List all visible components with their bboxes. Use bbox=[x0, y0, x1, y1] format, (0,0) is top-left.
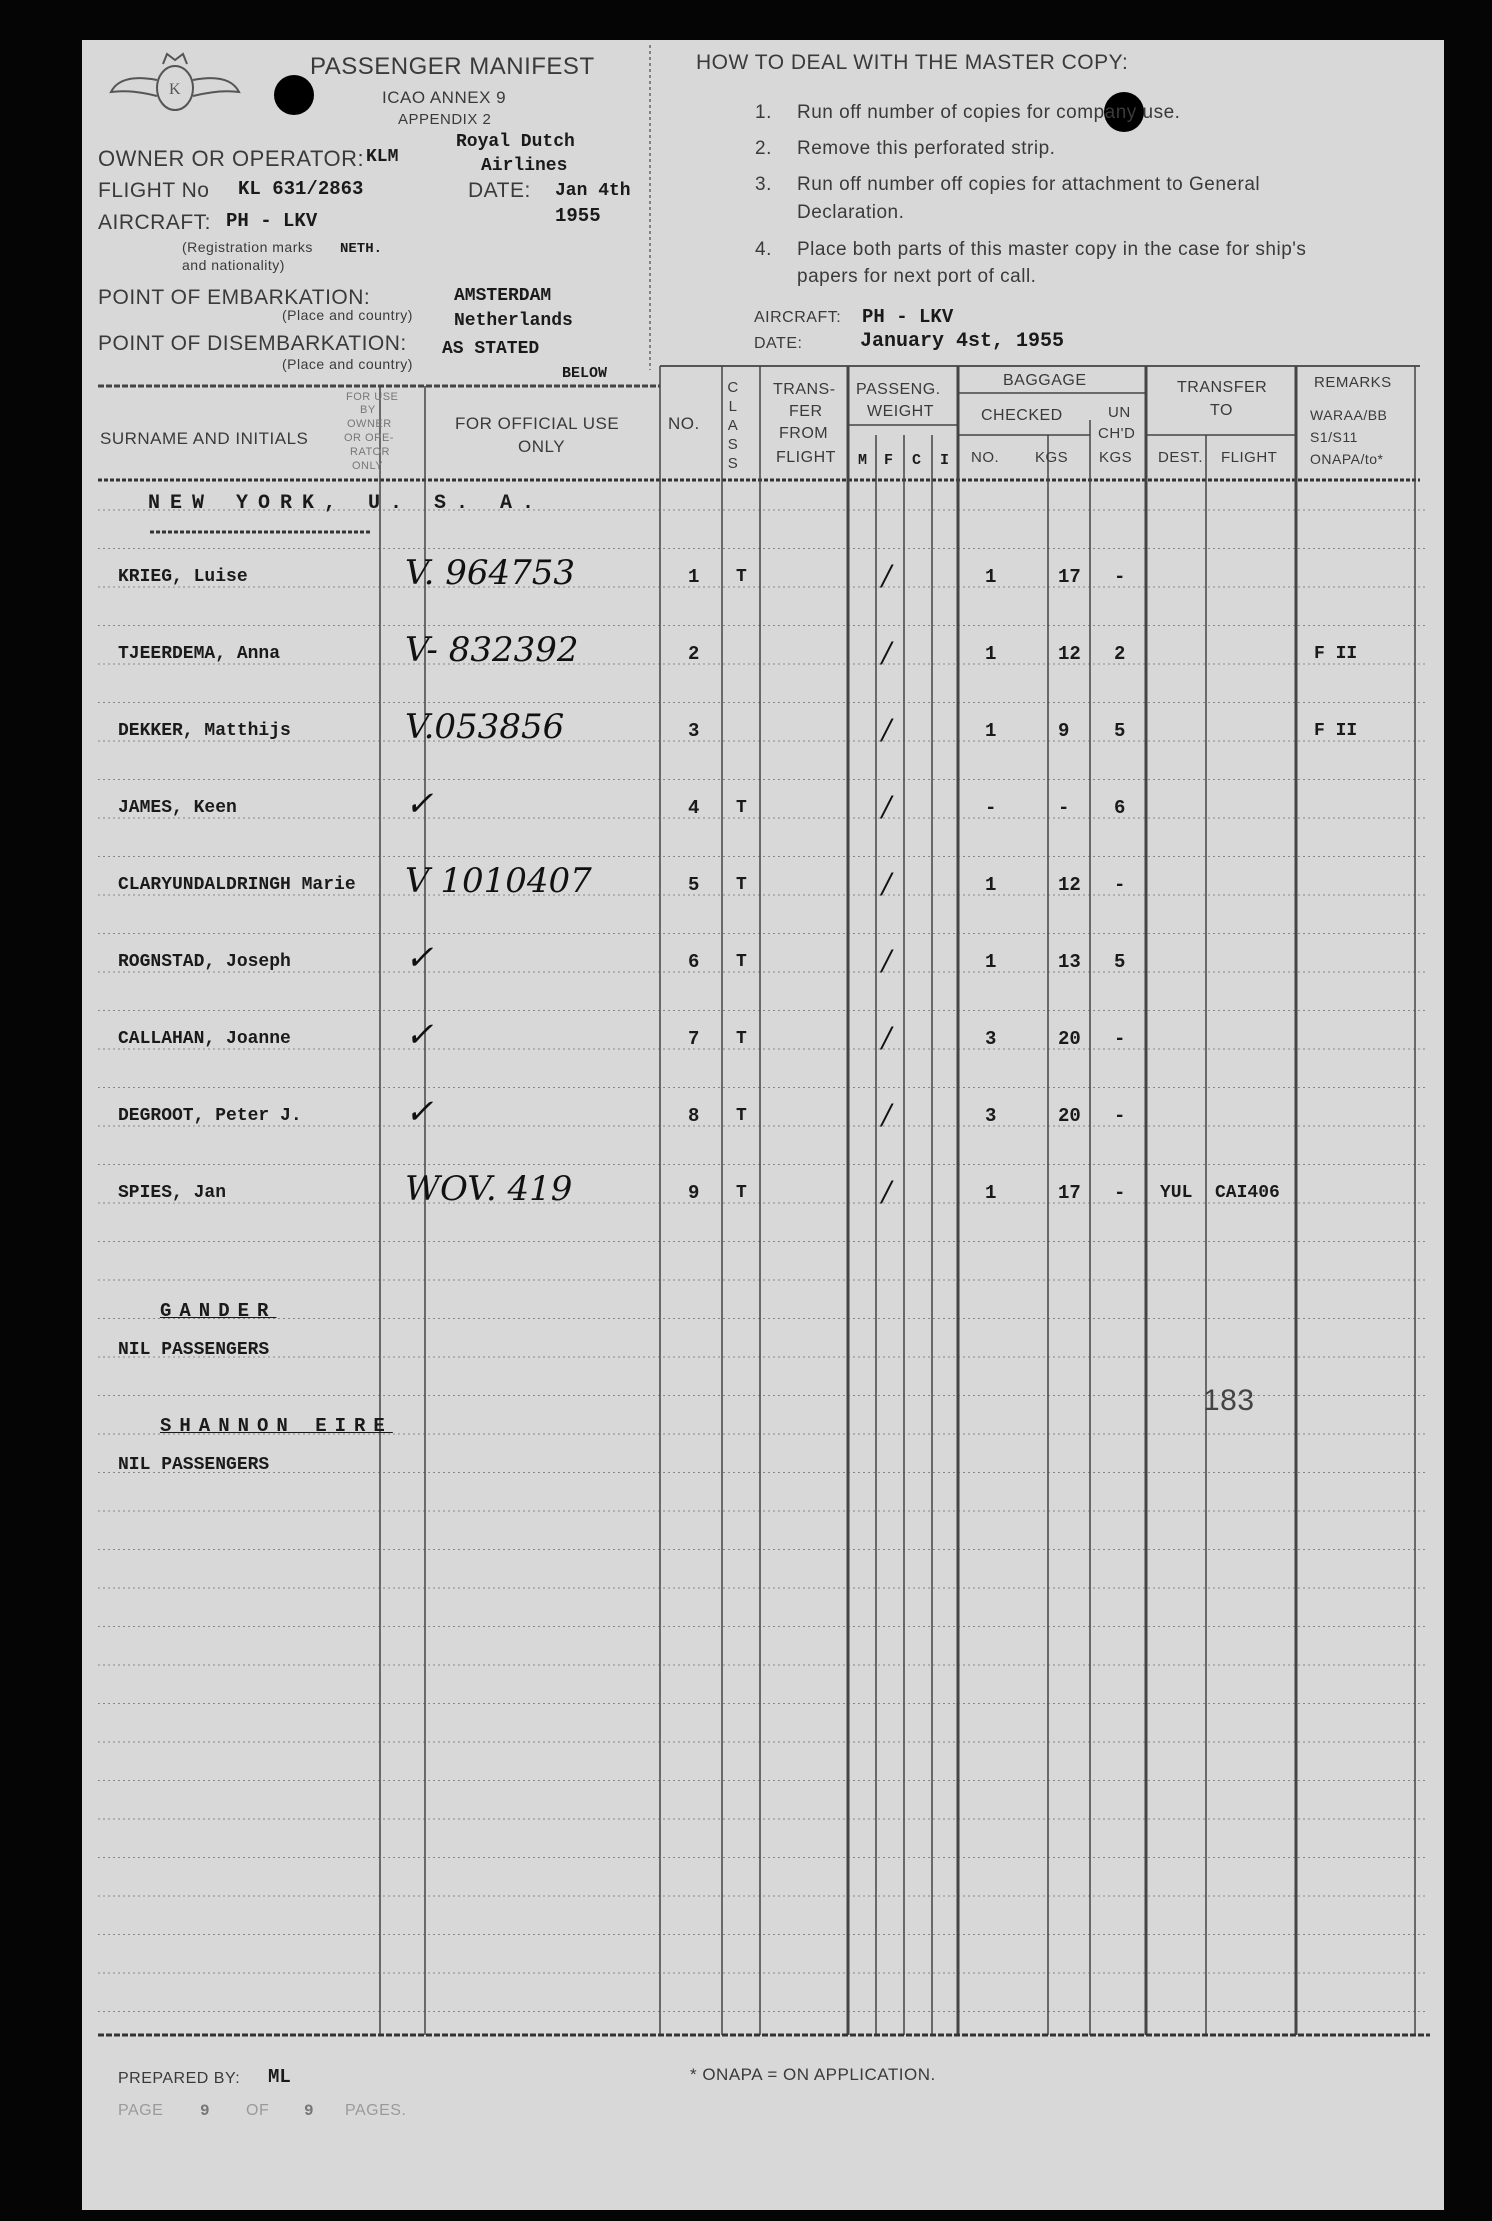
of-value: 9 bbox=[304, 2102, 314, 2120]
instruction-4-text: Place both parts of this master copy in the case for ship's bbox=[797, 239, 1307, 260]
owner-label: OWNER OR OPERATOR: bbox=[98, 146, 365, 171]
col-unchecked-kgs: KGS bbox=[1099, 449, 1133, 466]
section-gander: GANDER bbox=[160, 1300, 277, 1322]
passenger-number: 2 bbox=[688, 643, 700, 665]
col-checked-kgs: KGS bbox=[1035, 449, 1069, 466]
col-remarks-3: S1/S11 bbox=[1310, 429, 1358, 445]
passenger-name: TJEERDEMA, Anna bbox=[118, 644, 281, 664]
instr-aircraft-value: PH - LKV bbox=[862, 306, 954, 328]
weight-tally-mark: / bbox=[882, 1021, 892, 1054]
prepared-by-label: PREPARED BY: bbox=[118, 2070, 241, 2087]
passenger-class: T bbox=[736, 798, 747, 818]
section-new-york: NEW YORK, U. S. A. bbox=[148, 492, 545, 515]
aircraft-label: AIRCRAFT: bbox=[98, 211, 212, 234]
baggage-kgs: 12 bbox=[1058, 643, 1081, 665]
instruction-4-cont: papers for next port of call. bbox=[797, 266, 1037, 287]
col-weight-2: WEIGHT bbox=[867, 403, 934, 420]
passenger-class: T bbox=[736, 1183, 747, 1203]
official-handwritten-note: V- 832392 bbox=[405, 630, 579, 670]
transfer-dest: YUL bbox=[1160, 1183, 1193, 1203]
passenger-number: 8 bbox=[688, 1105, 700, 1127]
transfer-flight: CAI406 bbox=[1215, 1183, 1280, 1203]
col-official-2: ONLY bbox=[518, 437, 566, 456]
baggage-count: - bbox=[985, 797, 997, 819]
passenger-name: ROGNSTAD, Joseph bbox=[118, 952, 291, 972]
embarkation-value-2: Netherlands bbox=[454, 311, 573, 331]
official-handwritten-note: V.053856 bbox=[405, 707, 565, 747]
owner-name-1: Royal Dutch bbox=[456, 132, 575, 152]
passenger-name: DEKKER, Matthijs bbox=[118, 721, 291, 741]
passenger-number: 7 bbox=[688, 1028, 700, 1050]
page-label: PAGE bbox=[118, 2102, 164, 2119]
baggage-kgs: 20 bbox=[1058, 1028, 1081, 1050]
col-unchecked-2: CH'D bbox=[1098, 425, 1136, 442]
col-remarks: REMARKS bbox=[1314, 374, 1392, 391]
nationality: NETH. bbox=[340, 241, 383, 257]
col-for-use-5: RATOR bbox=[350, 446, 390, 458]
col-unchecked-1: UN bbox=[1108, 404, 1131, 421]
passenger-number: 1 bbox=[688, 566, 700, 588]
col-flight: FLIGHT bbox=[1221, 449, 1278, 466]
col-weight-f: F bbox=[884, 452, 894, 469]
official-handwritten-note: ✓ bbox=[405, 1092, 434, 1132]
registration-note-1: (Registration marks bbox=[182, 239, 313, 255]
passenger-class: T bbox=[736, 952, 747, 972]
official-handwritten-note: WOV. 419 bbox=[405, 1169, 573, 1209]
official-handwritten-note: ✓ bbox=[405, 1015, 434, 1055]
passenger-class: T bbox=[736, 1029, 747, 1049]
registration-note-2: and nationality) bbox=[182, 257, 285, 273]
col-for-use-3: OWNER bbox=[347, 418, 392, 430]
unchecked-kgs: 5 bbox=[1114, 720, 1126, 742]
instr-date-value: January 4st, 1955 bbox=[860, 330, 1065, 353]
unchecked-kgs: 2 bbox=[1114, 643, 1126, 665]
baggage-kgs: 9 bbox=[1058, 720, 1070, 742]
section-shannon: SHANNON EIRE bbox=[160, 1415, 393, 1437]
official-handwritten-note: V 1010407 bbox=[405, 861, 592, 901]
owner-code: KLM bbox=[366, 147, 399, 167]
unchecked-kgs: - bbox=[1114, 566, 1126, 588]
of-label: OF bbox=[246, 2102, 270, 2119]
col-checked: CHECKED bbox=[981, 407, 1063, 424]
instruction-3-num: 3. bbox=[755, 174, 772, 195]
pages-label: PAGES. bbox=[345, 2102, 407, 2119]
col-weight-m: M bbox=[858, 452, 868, 469]
unchecked-kgs: - bbox=[1114, 874, 1126, 896]
col-transfer-to-2: TO bbox=[1210, 402, 1233, 419]
col-checked-no: NO. bbox=[971, 449, 1000, 466]
instr-date-label: DATE: bbox=[754, 335, 803, 352]
instruction-3-text: Run off number off copies for attachment to General bbox=[797, 174, 1261, 195]
baggage-count: 1 bbox=[985, 720, 997, 742]
prepared-by-value: ML bbox=[268, 2066, 291, 2088]
weight-tally-mark: / bbox=[882, 713, 892, 746]
baggage-count: 3 bbox=[985, 1028, 997, 1050]
passenger-number: 6 bbox=[688, 951, 700, 973]
date-value: Jan 4th bbox=[555, 181, 631, 201]
col-dest: DEST. bbox=[1158, 449, 1204, 466]
col-surname: SURNAME AND INITIALS bbox=[100, 429, 309, 448]
shannon-note: NIL PASSENGERS bbox=[118, 1455, 270, 1475]
unchecked-kgs: - bbox=[1114, 1028, 1126, 1050]
col-for-use-4: OR OPE- bbox=[344, 432, 394, 444]
passenger-name: CLARYUNDALDRINGH Marie bbox=[118, 875, 356, 895]
flight-value: KL 631/2863 bbox=[238, 178, 364, 200]
baggage-count: 1 bbox=[985, 951, 997, 973]
gander-note: NIL PASSENGERS bbox=[118, 1340, 270, 1360]
passenger-name: SPIES, Jan bbox=[118, 1183, 227, 1203]
weight-tally-mark: / bbox=[882, 559, 892, 592]
weight-tally-mark: / bbox=[882, 790, 892, 823]
instruction-1-num: 1. bbox=[755, 102, 772, 123]
col-transfer-from-3: FROM bbox=[779, 425, 829, 442]
passenger-number: 4 bbox=[688, 797, 700, 819]
passenger-name: CALLAHAN, Joanne bbox=[118, 1029, 291, 1049]
passenger-number: 9 bbox=[688, 1182, 700, 1204]
col-transfer-from-2: FER bbox=[789, 403, 823, 420]
col-transfer-to-1: TRANSFER bbox=[1177, 379, 1268, 396]
col-weight-c: C bbox=[912, 452, 922, 469]
col-for-use-6: ONLY bbox=[352, 460, 384, 472]
date-label: DATE: bbox=[468, 179, 531, 202]
passenger-class: T bbox=[736, 875, 747, 895]
owner-name-2: Airlines bbox=[481, 156, 568, 176]
unchecked-kgs: - bbox=[1114, 1182, 1126, 1204]
instruction-4-num: 4. bbox=[755, 239, 772, 260]
page-value: 9 bbox=[200, 2102, 210, 2120]
weight-tally-mark: / bbox=[882, 867, 892, 900]
baggage-count: 3 bbox=[985, 1105, 997, 1127]
disembarkation-value-1: AS STATED bbox=[442, 339, 540, 359]
appendix: APPENDIX 2 bbox=[398, 111, 492, 128]
baggage-kgs: 17 bbox=[1058, 1182, 1081, 1204]
weight-tally-mark: / bbox=[882, 1175, 892, 1208]
embarkation-value-1: AMSTERDAM bbox=[454, 286, 552, 306]
passenger-number: 5 bbox=[688, 874, 700, 896]
instruction-2-text: Remove this perforated strip. bbox=[797, 138, 1056, 159]
unchecked-kgs: 6 bbox=[1114, 797, 1126, 819]
baggage-count: 1 bbox=[985, 643, 997, 665]
instruction-3-cont: Declaration. bbox=[797, 202, 905, 223]
place-country-2: (Place and country) bbox=[282, 356, 413, 372]
col-baggage: BAGGAGE bbox=[1003, 372, 1087, 389]
aircraft-value: PH - LKV bbox=[226, 210, 318, 232]
weight-tally-mark: / bbox=[882, 636, 892, 669]
icao-annex: ICAO ANNEX 9 bbox=[382, 88, 507, 107]
col-transfer-from-4: FLIGHT bbox=[776, 449, 836, 466]
remarks: F II bbox=[1314, 721, 1358, 741]
baggage-kgs: 12 bbox=[1058, 874, 1081, 896]
weight-tally-mark: / bbox=[882, 1098, 892, 1131]
disembarkation-label: POINT OF DISEMBARKATION: bbox=[98, 332, 407, 355]
svg-text:K: K bbox=[169, 81, 181, 98]
baggage-kgs: - bbox=[1058, 797, 1070, 819]
passenger-name: JAMES, Keen bbox=[118, 798, 237, 818]
page-number-stamp: 183 bbox=[1203, 1384, 1255, 1417]
manifest-title: PASSENGER MANIFEST bbox=[310, 53, 595, 80]
col-for-use-1: FOR USE bbox=[346, 391, 399, 403]
official-handwritten-note: ✓ bbox=[405, 784, 434, 824]
col-official-1: FOR OFFICIAL USE bbox=[455, 414, 620, 433]
remarks: F II bbox=[1314, 644, 1358, 664]
col-weight-1: PASSENG. bbox=[856, 381, 941, 398]
flight-label: FLIGHT No bbox=[98, 179, 210, 202]
col-weight-i: I bbox=[940, 452, 950, 469]
col-transfer-from-1: TRANS- bbox=[773, 381, 836, 398]
passenger-number: 3 bbox=[688, 720, 700, 742]
col-for-use-2: BY bbox=[360, 404, 376, 416]
weight-tally-mark: / bbox=[882, 944, 892, 977]
instruction-2-num: 2. bbox=[755, 138, 772, 159]
disembarkation-value-2: BELOW bbox=[562, 365, 608, 382]
passenger-name: KRIEG, Luise bbox=[118, 567, 248, 587]
instruction-1-text: Run off number of copies for company use. bbox=[797, 102, 1181, 123]
onapa-note: * ONAPA = ON APPLICATION. bbox=[690, 2065, 936, 2084]
passenger-class: T bbox=[736, 1106, 747, 1126]
col-remarks-4: ONAPA/to* bbox=[1310, 451, 1384, 467]
col-remarks-2: WARAA/BB bbox=[1310, 407, 1388, 423]
unchecked-kgs: 5 bbox=[1114, 951, 1126, 973]
unchecked-kgs: - bbox=[1114, 1105, 1126, 1127]
col-no: NO. bbox=[668, 414, 700, 433]
baggage-kgs: 17 bbox=[1058, 566, 1081, 588]
instr-aircraft-label: AIRCRAFT: bbox=[754, 309, 842, 326]
instructions-title: HOW TO DEAL WITH THE MASTER COPY: bbox=[696, 51, 1129, 74]
col-class: CLASS bbox=[727, 379, 739, 472]
embarkation-label: POINT OF EMBARKATION: bbox=[98, 286, 371, 309]
baggage-count: 1 bbox=[985, 566, 997, 588]
baggage-kgs: 20 bbox=[1058, 1105, 1081, 1127]
passenger-class: T bbox=[736, 567, 747, 587]
place-country-1: (Place and country) bbox=[282, 307, 413, 323]
baggage-count: 1 bbox=[985, 1182, 997, 1204]
official-handwritten-note: V. 964753 bbox=[405, 553, 576, 593]
passenger-name: DEGROOT, Peter J. bbox=[118, 1106, 302, 1126]
baggage-kgs: 13 bbox=[1058, 951, 1081, 973]
baggage-count: 1 bbox=[985, 874, 997, 896]
official-handwritten-note: ✓ bbox=[405, 938, 434, 978]
date-year: 1955 bbox=[555, 205, 601, 227]
